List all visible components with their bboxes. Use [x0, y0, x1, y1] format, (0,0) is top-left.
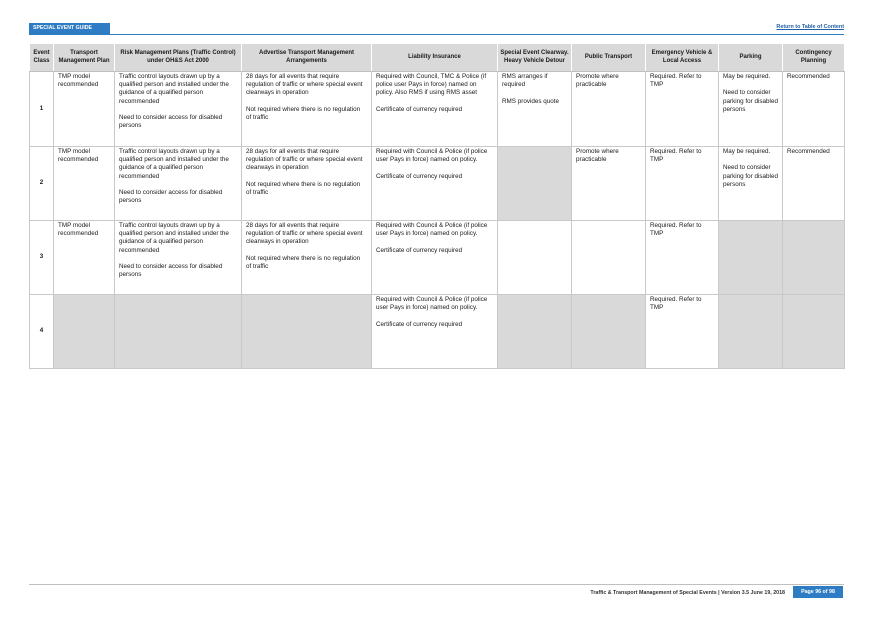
- advertise-cell-empty: [242, 295, 372, 369]
- parking-cell: May be required. Need to consider parking for disabled persons: [719, 72, 783, 147]
- liability-cell: Required with Council & Police (if police user Pays in force) named on policy. Certificate of currency required: [372, 295, 498, 369]
- tmp-cell-empty: [54, 295, 115, 369]
- table-row: [30, 147, 845, 221]
- liability-cell: Required with Council & Police (if police user Pays in force) named on policy. Certificate of currency required: [372, 147, 498, 221]
- page-number: Page 96 of 98: [793, 586, 843, 598]
- col-event-class: Event Class: [30, 44, 54, 72]
- contingency-cell: Recommended: [783, 72, 845, 147]
- emergency-cell: Required. Refer to TMP: [646, 72, 719, 147]
- col-tmp: Transport Management Plan: [54, 44, 115, 72]
- table-row: [30, 72, 845, 147]
- event-class-cell: 3: [30, 221, 54, 295]
- clearway-cell-empty: [498, 147, 572, 221]
- risk-cell-empty: [115, 295, 242, 369]
- parking-cell-empty: [719, 221, 783, 295]
- header-row: [30, 44, 845, 72]
- emergency-cell: Required. Refer to TMP: [646, 147, 719, 221]
- col-contingency: Contingency Planning: [783, 44, 845, 72]
- event-class-cell: 2: [30, 147, 54, 221]
- public-transport-cell: Promote where practicable: [572, 147, 646, 221]
- table-row: [30, 295, 845, 369]
- emergency-cell: Required. Refer to TMP: [646, 221, 719, 295]
- advertise-cell: 28 days for all events that require regulation of traffic or where special event clearways in operation Not required where there is no regulation of traffic: [242, 72, 372, 147]
- special-event-table: [29, 43, 845, 369]
- col-emergency: Emergency Vehicle & Local Access: [646, 44, 719, 72]
- header-rule: [29, 34, 844, 35]
- section-tag: SPECIAL EVENT GUIDE: [29, 23, 110, 34]
- event-class-cell: 1: [30, 72, 54, 147]
- tmp-cell: TMP model recommended: [54, 72, 115, 147]
- col-clearway: Special Event Clearway. Heavy Vehicle Detour: [498, 44, 572, 72]
- risk-cell: Traffic control layouts drawn up by a qualified person and installed under the guidance of a qualified person recommended Need to consider access for disabled persons: [115, 221, 242, 295]
- footer-text: Traffic & Transport Management of Special Events | Version 3.5 June 19, 2018: [590, 590, 785, 596]
- clearway-cell-empty: [498, 295, 572, 369]
- advertise-cell: 28 days for all events that require regulation of traffic or where special event clearways in operation Not required where there is no regulation of traffic: [242, 221, 372, 295]
- public-transport-cell: [572, 221, 646, 295]
- col-liability: Liability Insurance: [372, 44, 498, 72]
- clearway-cell: [498, 221, 572, 295]
- contingency-cell-empty: [783, 221, 845, 295]
- col-public-transport: Public Transport: [572, 44, 646, 72]
- parking-cell: May be required. Need to consider parking for disabled persons: [719, 147, 783, 221]
- tmp-cell: TMP model recommended: [54, 221, 115, 295]
- liability-cell: Required with Council, TMC & Police (if police user Pays in force) named on policy. Also RMS if using RMS asset Certificate of currency required: [372, 72, 498, 147]
- liability-cell: Required with Council & Police (if police user Pays in force) named on policy. Certificate of currency required: [372, 221, 498, 295]
- contingency-cell-empty: [783, 295, 845, 369]
- advertise-cell: 28 days for all events that require regulation of traffic or where special event clearways in operation Not required where there is no regulation of traffic: [242, 147, 372, 221]
- clearway-cell: RMS arranges if required RMS provides quote: [498, 72, 572, 147]
- parking-cell-empty: [719, 295, 783, 369]
- risk-cell: Traffic control layouts drawn up by a qualified person and installed under the guidance of a qualified person recommended Need to consider access for disabled persons: [115, 72, 242, 147]
- risk-cell: Traffic control layouts drawn up by a qualified person and installed under the guidance of a qualified person recommended Need to consider access for disabled persons: [115, 147, 242, 221]
- col-advertise: Advertise Transport Management Arrangements: [242, 44, 372, 72]
- emergency-cell: Required. Refer to TMP: [646, 295, 719, 369]
- footer-rule: [29, 584, 844, 585]
- col-risk: Risk Management Plans (Traffic Control) under OH&S Act 2000: [115, 44, 242, 72]
- public-transport-cell: Promote where practicable: [572, 72, 646, 147]
- table-row: [30, 221, 845, 295]
- contingency-cell: Recommended: [783, 147, 845, 221]
- event-class-cell: 4: [30, 295, 54, 369]
- col-parking: Parking: [719, 44, 783, 72]
- return-to-toc-link[interactable]: Return to Table of Content: [776, 24, 844, 30]
- public-transport-cell-empty: [572, 295, 646, 369]
- tmp-cell: TMP model recommended: [54, 147, 115, 221]
